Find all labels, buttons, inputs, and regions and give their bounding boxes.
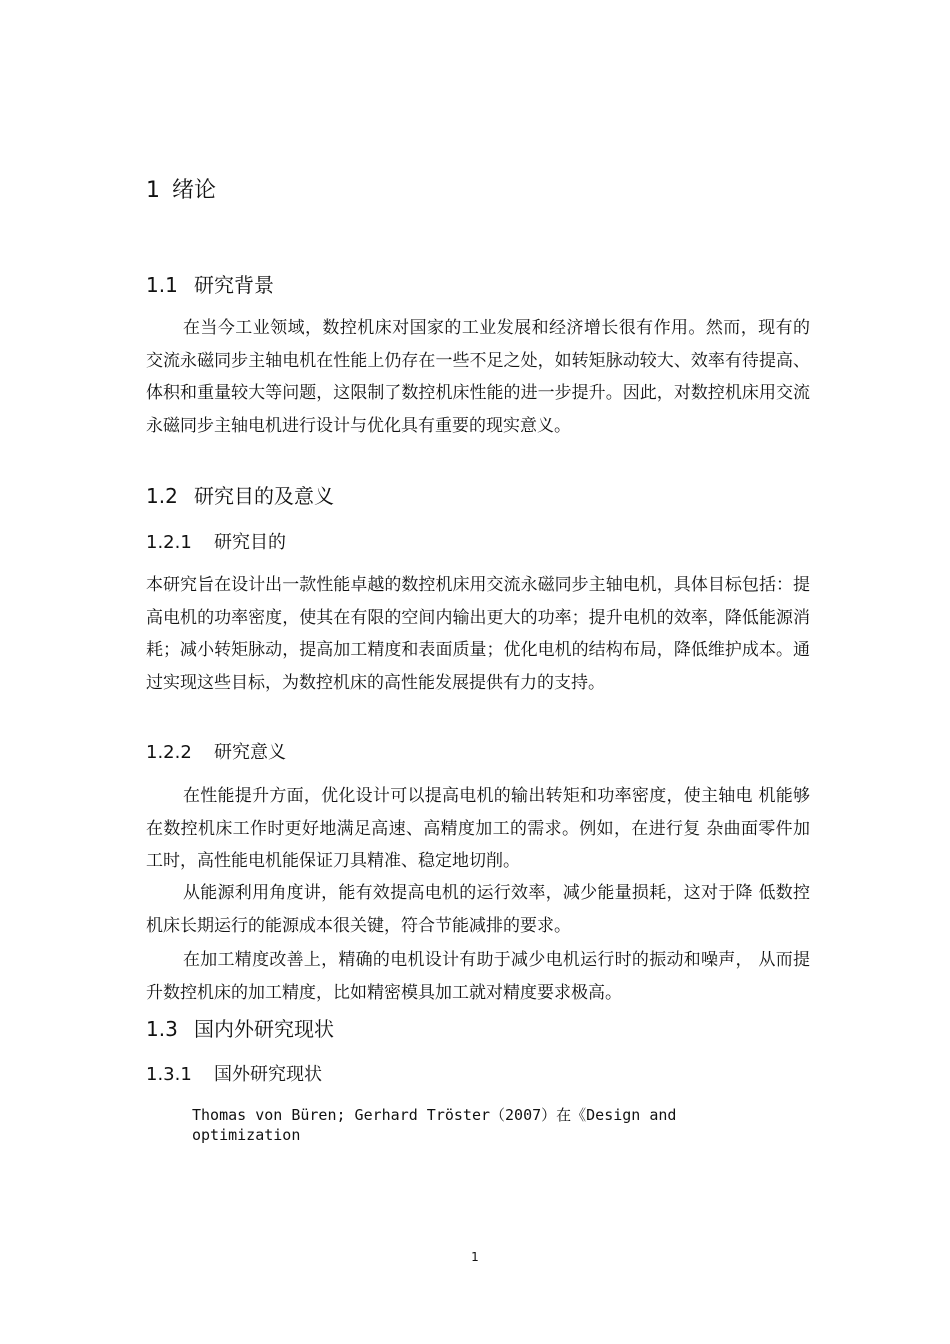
section-number: 1.1 [146, 273, 178, 297]
significance-paragraph-3: 在加工精度改善上，精确的电机设计有助于减少电机运行时的振动和噪声， 从而提升数控机床的加工精度，比如精密模具加工就对精度要求极高。 [146, 950, 810, 1003]
background-paragraph: 在当今工业领域，数控机床对国家的工业发展和经济增长很有作用。然而，现有的交流永磁同步主轴电机在性能上仍存在一些不足之处，如转矩脉动较大、效率有待提高、体积和重量较大等问题，这限制了数控机床性能的进一步提升。因此，对数控机床用交流永磁同步主轴电机进行设计与优化具有重要的现实意义。 [146, 318, 810, 436]
subsection-number: 1.2.1 [146, 532, 192, 553]
subsection-heading-1-2-1 [146, 530, 286, 556]
subsection-heading-1-3-1 [146, 1062, 322, 1088]
section-heading-1-2 [146, 482, 334, 510]
section-number: 1.2 [146, 484, 178, 508]
reference-line: Thomas von Büren; Gerhard Tröster（2007）在《Design and [192, 1106, 677, 1124]
chapter-title: 绪论 [172, 178, 217, 203]
section-heading-1-1 [146, 271, 274, 299]
chapter-number: 1 [146, 178, 160, 203]
significance-paragraph-2: 从能源利用角度讲，能有效提高电机的运行效率，减少能量损耗，这对于降 低数控机床长期运行的能源成本很关键，符合节能减排的要求。 [146, 883, 810, 936]
reference-line: optimization [192, 1126, 301, 1144]
subsection-number: 1.2.2 [146, 742, 192, 763]
chapter-heading [146, 176, 216, 206]
section-title: 研究目的及意义 [194, 484, 334, 508]
page-number: 1 [471, 1250, 479, 1264]
reference-entry [192, 1105, 752, 1145]
subsection-heading-1-2-2 [146, 740, 286, 766]
section-number: 1.3 [146, 1017, 178, 1041]
section-title: 研究背景 [194, 273, 274, 297]
subsection-number: 1.3.1 [146, 1064, 192, 1085]
subsection-title: 研究目的 [214, 532, 286, 553]
subsection-title: 国外研究现状 [214, 1064, 322, 1085]
section-title: 国内外研究现状 [194, 1017, 334, 1041]
section-heading-1-3 [146, 1015, 334, 1043]
significance-paragraph-1: 在性能提升方面，优化设计可以提高电机的输出转矩和功率密度，使主轴电 机能够在数控机床工作时更好地满足高速、高精度加工的需求。例如，在进行复 杂曲面零件加工时，高性能电机能保证刀具精准、稳定地切削。 [146, 786, 810, 871]
purpose-paragraph: 本研究旨在设计出一款性能卓越的数控机床用交流永磁同步主轴电机，具体目标包括：提高电机的功率密度，使其在有限的空间内输出更大的功率；提升电机的效率，降低能源消耗；减小转矩脉动，提高加工精度和表面质量；优化电机的结构布局，降低维护成本。通过实现这些目标，为数控机床的高性能发展提供有力的支持。 [146, 575, 810, 693]
subsection-title: 研究意义 [214, 742, 286, 763]
